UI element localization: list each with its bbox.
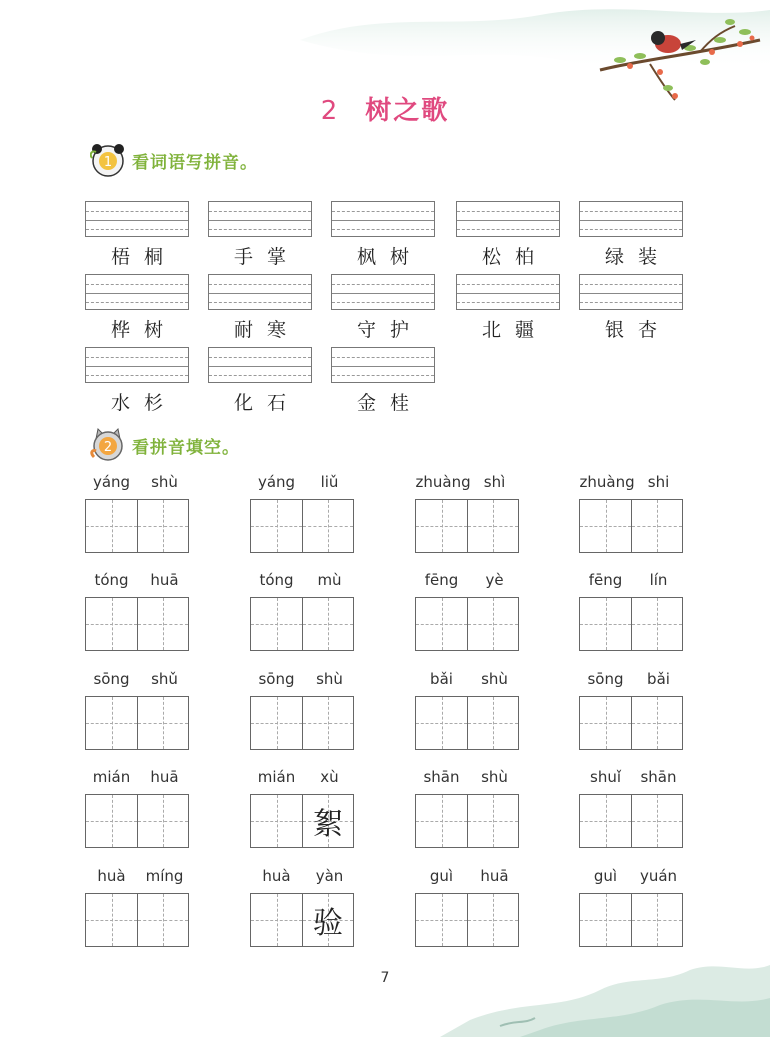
pinyin-syllable: tóng [94,571,129,589]
pinyin-syllable: bǎi [430,670,453,688]
word-text: 枫树 [356,246,423,268]
pinyin-writing-lines[interactable] [208,201,312,237]
tianzige-cell[interactable] [631,894,682,946]
tianzige-cell[interactable] [631,500,682,552]
pinyin-writing-lines[interactable] [331,201,435,237]
pinyin-label [415,670,521,692]
pinyin-syllable: yáng [92,473,131,491]
cell-character [468,894,518,946]
pinyin-syllable: fēng [424,571,459,589]
tianzige-cell[interactable] [416,500,467,552]
word-text: 化石 [233,392,300,414]
cell-character [632,500,682,552]
tianzige-grid [85,696,189,750]
cell-character [138,795,188,847]
pinyin-writing-lines[interactable] [331,274,435,310]
word-text: 绿装 [604,246,671,268]
section-1-title: 看词语写拼音。 [132,152,258,173]
pinyin-writing-lines[interactable] [331,347,435,383]
cell-character [86,894,137,946]
cell-character [251,598,302,650]
tianzige-grid [579,597,683,651]
pinyin-writing-lines[interactable] [85,347,189,383]
pinyin-fill-item [85,473,191,553]
pinyin-syllable: lín [649,571,668,589]
pinyin-syllable: huā [150,571,179,589]
pinyin-fill-item [250,571,356,651]
tianzige-cell[interactable] [86,598,137,650]
tianzige-grid [415,696,519,750]
cell-character [580,598,631,650]
pinyin-fill-item [85,867,191,947]
pinyin-syllable: mián [257,768,296,786]
word-item [208,274,314,346]
pinyin-label [579,768,685,790]
pinyin-syllable: míng [145,867,184,885]
pinyin-syllable: shuǐ [590,768,621,786]
word-text: 银杏 [604,319,671,341]
tianzige-cell[interactable] [580,598,631,650]
cell-character [632,795,682,847]
tianzige-cell[interactable] [251,500,302,552]
cell-character [632,697,682,749]
pinyin-label [415,473,521,495]
tianzige-cell[interactable] [302,795,353,847]
pinyin-syllable: sōng [258,670,295,688]
tianzige-cell[interactable] [631,598,682,650]
cell-character [416,500,467,552]
pinyin-label [415,867,521,889]
pinyin-label [85,768,191,790]
cell-character [303,697,353,749]
cell-character [86,500,137,552]
pinyin-label [85,867,191,889]
pinyin-label [85,473,191,495]
pinyin-syllable: tóng [259,571,294,589]
tianzige-cell[interactable] [467,795,518,847]
cell-character [86,697,137,749]
pinyin-syllable: mù [317,571,342,589]
tianzige-cell[interactable] [416,894,467,946]
pinyin-syllable: shù [316,670,343,688]
tianzige-cell[interactable] [302,894,353,946]
pinyin-fill-item [85,571,191,651]
pinyin-label [250,867,356,889]
tianzige-cell[interactable] [137,894,188,946]
section-1-heading [90,143,258,177]
pinyin-syllable: shǔ [151,670,178,688]
word-item [331,347,437,419]
word-item [208,347,314,419]
tianzige-grid [85,597,189,651]
tianzige-cell[interactable] [302,500,353,552]
cell-character [580,697,631,749]
tianzige-cell[interactable] [416,795,467,847]
pinyin-syllable: huā [150,768,179,786]
cell-character [416,795,467,847]
pinyin-writing-lines[interactable] [456,201,560,237]
pinyin-syllable: yuán [639,867,678,885]
cell-character [468,598,518,650]
tianzige-cell[interactable] [137,795,188,847]
cell-character [416,598,467,650]
tianzige-grid [85,893,189,947]
lesson-number: 2 [320,96,340,126]
tianzige-cell[interactable] [302,697,353,749]
word-item [579,274,685,346]
pinyin-syllable: mián [92,768,131,786]
tianzige-cell[interactable] [251,697,302,749]
tianzige-grid [415,794,519,848]
cell-character [138,500,188,552]
pinyin-label [250,571,356,593]
pinyin-label [415,768,521,790]
pinyin-fill-item [579,867,685,947]
cell-character [138,894,188,946]
pinyin-syllable: shi [647,473,670,491]
tianzige-cell[interactable] [467,500,518,552]
tianzige-grid [85,499,189,553]
pinyin-fill-item [250,670,356,750]
tianzige-cell[interactable] [416,598,467,650]
pinyin-syllable: yáng [257,473,296,491]
pinyin-syllable: bǎi [647,670,670,688]
pinyin-syllable: zhuàng [579,473,635,491]
tianzige-cell[interactable] [251,795,302,847]
word-text: 北疆 [481,319,548,341]
pinyin-label [250,670,356,692]
tianzige-cell[interactable] [137,697,188,749]
word-item [331,201,437,273]
tianzige-cell[interactable] [631,697,682,749]
tianzige-cell[interactable] [86,795,137,847]
word-text: 梧桐 [110,246,177,268]
word-item [208,201,314,273]
cell-character [580,795,631,847]
page-title [0,90,770,127]
tianzige-grid [579,696,683,750]
tianzige-cell[interactable] [631,795,682,847]
cell-character [138,697,188,749]
pinyin-syllable: guì [593,867,618,885]
cell-character [251,795,302,847]
cell-character: 验 [313,906,343,941]
svg-text:1: 1 [103,155,113,170]
tianzige-grid [415,597,519,651]
word-item [456,201,562,273]
tianzige-grid [579,794,683,848]
word-item [85,201,191,273]
pinyin-fill-item [85,670,191,750]
cell-character [138,598,188,650]
panda-badge-icon [90,142,126,178]
cell-character: 絮 [313,807,343,842]
tianzige-cell[interactable] [580,894,631,946]
pinyin-syllable: huà [97,867,126,885]
pinyin-writing-lines[interactable] [208,347,312,383]
cell-character [86,598,137,650]
tianzige-grid [579,893,683,947]
cell-character [86,795,137,847]
pinyin-label [579,867,685,889]
cell-character [416,894,467,946]
pinyin-fill-item [415,768,521,848]
word-text: 手掌 [233,246,300,268]
pinyin-fill-item [250,867,356,947]
pinyin-syllable: yè [485,571,504,589]
pinyin-syllable: shān [423,768,460,786]
word-text: 桦树 [110,319,177,341]
word-item [456,274,562,346]
page-number: 7 [380,970,390,986]
pinyin-fill-item [250,768,356,848]
pinyin-fill-item [415,670,521,750]
cell-character [416,697,467,749]
pinyin-writing-lines[interactable] [208,274,312,310]
tianzige-grid [250,794,354,848]
tianzige-cell[interactable] [302,598,353,650]
pinyin-syllable: fēng [588,571,623,589]
pinyin-syllable: zhuàng [415,473,471,491]
tianzige-cell[interactable] [580,795,631,847]
pinyin-fill-item [415,473,521,553]
pinyin-label [415,571,521,593]
pinyin-writing-lines[interactable] [85,274,189,310]
tianzige-grid [579,499,683,553]
pinyin-fill-item [579,768,685,848]
cell-character [468,697,518,749]
tianzige-cell[interactable] [467,894,518,946]
pinyin-writing-lines[interactable] [85,201,189,237]
word-item [579,201,685,273]
section-2-title: 看拼音填空。 [132,437,240,458]
tianzige-cell[interactable] [86,894,137,946]
pinyin-syllable: shù [481,670,508,688]
word-text: 守护 [356,319,423,341]
tianzige-cell[interactable] [467,598,518,650]
word-text: 水杉 [110,392,177,414]
pinyin-syllable: huā [480,867,509,885]
tianzige-cell[interactable] [137,500,188,552]
pinyin-label [250,768,356,790]
cell-character [251,500,302,552]
cell-character [580,500,631,552]
pinyin-syllable: yàn [315,867,344,885]
pinyin-label [85,571,191,593]
pinyin-syllable: shān [640,768,677,786]
tianzige-cell[interactable] [86,500,137,552]
pinyin-syllable: xù [320,768,339,786]
pinyin-writing-lines[interactable] [579,201,683,237]
tianzige-grid [415,893,519,947]
pinyin-syllable: shù [151,473,178,491]
tianzige-cell[interactable] [580,500,631,552]
pinyin-label [579,670,685,692]
word-text: 耐寒 [233,319,300,341]
pinyin-fill-item [579,571,685,651]
cell-character [580,894,631,946]
cell-character [303,500,353,552]
pinyin-syllable: shì [483,473,506,491]
pinyin-fill-item [579,670,685,750]
pinyin-syllable: sōng [93,670,130,688]
tianzige-cell[interactable] [467,697,518,749]
svg-text:2: 2 [103,440,113,455]
tianzige-cell[interactable] [86,697,137,749]
cell-character [468,795,518,847]
cell-character [251,894,302,946]
tianzige-grid [85,794,189,848]
pinyin-syllable: shù [481,768,508,786]
tianzige-cell[interactable] [137,598,188,650]
tianzige-grid [250,597,354,651]
pinyin-label [579,571,685,593]
pinyin-label [85,670,191,692]
tianzige-cell[interactable] [416,697,467,749]
word-text: 金桂 [356,392,423,414]
pinyin-syllable: guì [429,867,454,885]
cell-character [251,697,302,749]
tianzige-grid [250,893,354,947]
pinyin-syllable: huà [262,867,291,885]
word-item [331,274,437,346]
pinyin-fill-item [579,473,685,553]
word-item [85,347,191,419]
pinyin-syllable: sōng [587,670,624,688]
cell-character [468,500,518,552]
tianzige-cell[interactable] [251,894,302,946]
pinyin-fill-item [415,867,521,947]
pinyin-syllable: liǔ [320,473,339,491]
tianzige-cell[interactable] [251,598,302,650]
section-2-heading [90,428,240,462]
cat-badge-icon [90,427,126,463]
tianzige-grid [250,696,354,750]
word-text: 松柏 [481,246,548,268]
tianzige-cell[interactable] [580,697,631,749]
pinyin-fill-item [250,473,356,553]
tianzige-grid [415,499,519,553]
pinyin-fill-item [415,571,521,651]
pinyin-label [579,473,685,495]
lesson-name: 树之歌 [365,96,450,126]
cell-character [303,598,353,650]
pinyin-fill-item [85,768,191,848]
pinyin-writing-lines[interactable] [579,274,683,310]
cell-character [632,598,682,650]
pinyin-writing-lines[interactable] [456,274,560,310]
word-item [85,274,191,346]
pinyin-label [250,473,356,495]
tianzige-grid [250,499,354,553]
cell-character [632,894,682,946]
